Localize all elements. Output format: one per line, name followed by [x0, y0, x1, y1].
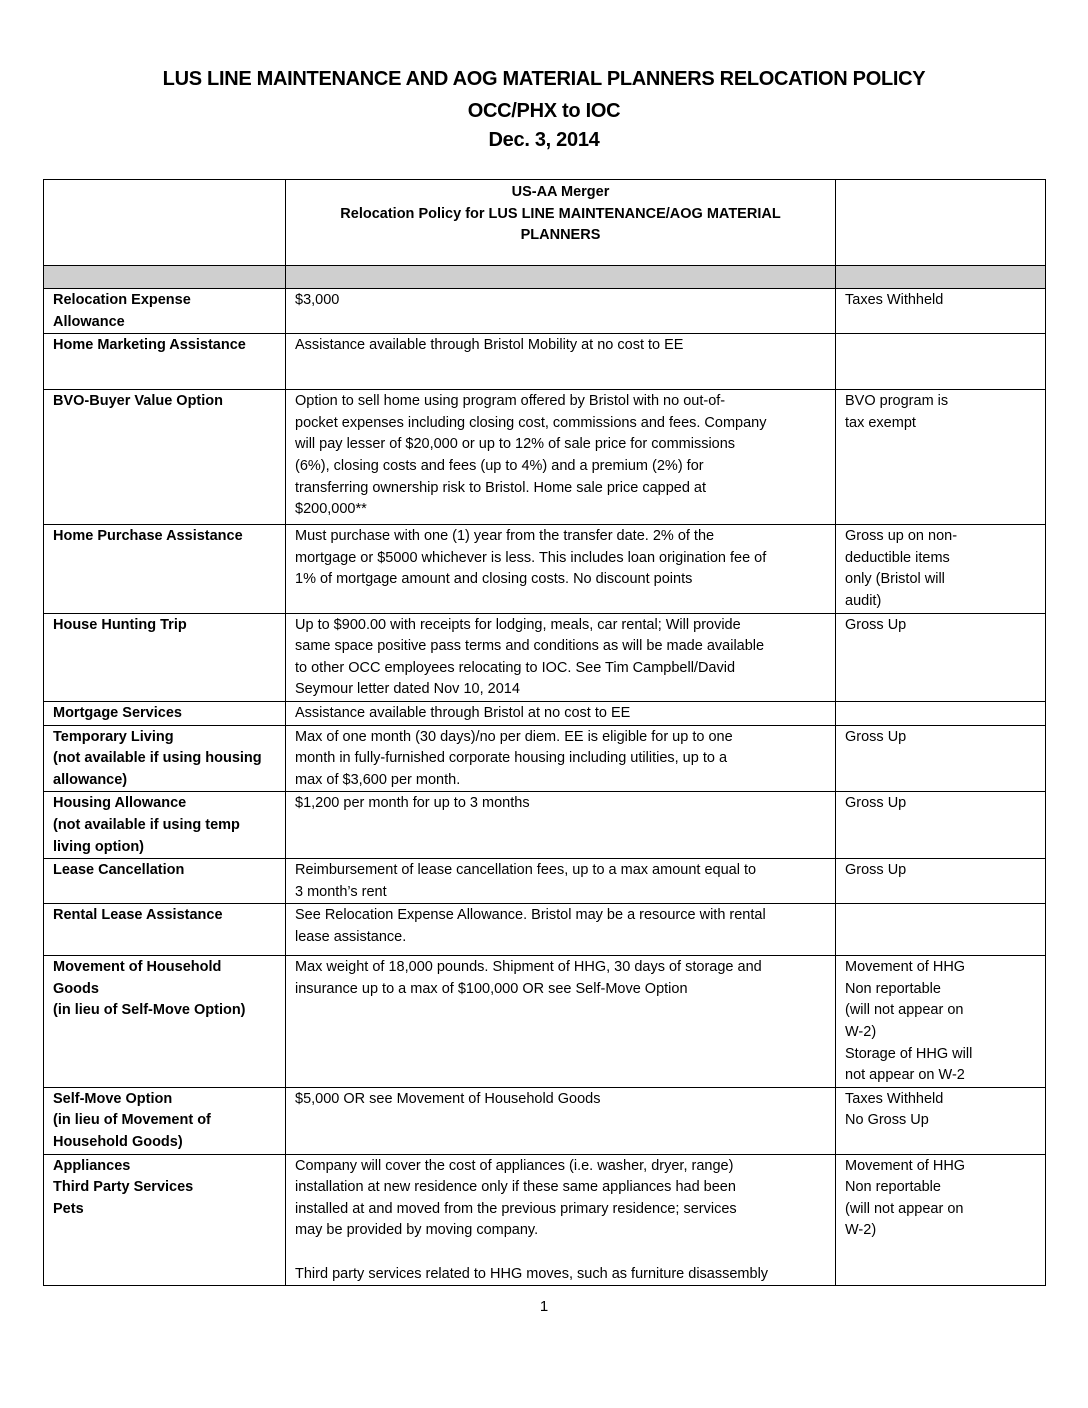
- benefit-detail-line: installation at new residence only if these same appliances had been: [295, 1179, 736, 1196]
- tax-treatment-cell: [836, 904, 1046, 956]
- tax-treatment-line: Gross Up: [845, 728, 907, 745]
- benefit-detail-line: (6%), closing costs and fees (up to 4%) and a premium (2%) for: [295, 457, 704, 474]
- tax-treatment-cell: [836, 1087, 1046, 1154]
- tax-treatment-line: Taxes Withheld: [845, 292, 944, 308]
- tax-treatment-line: No Gross Up: [845, 1112, 929, 1129]
- benefit-detail-line: Max of one month (30 days)/no per diem. EE is eligible for up to one: [295, 728, 733, 745]
- benefit-detail-line: Assistance available through Bristol Mobility at no cost to EE: [295, 337, 684, 354]
- benefit-detail-line: $200,000**: [295, 501, 367, 518]
- tax-treatment-line: Non reportable: [845, 1179, 941, 1196]
- benefit-detail-line: Third party services related to HHG moves, such as furniture disassembly: [295, 1265, 769, 1282]
- tax-treatment-line: Movement of HHG: [845, 1157, 966, 1174]
- tax-treatment-cell: [836, 525, 1046, 613]
- benefit-label-line: Household Goods): [53, 1134, 183, 1151]
- benefit-label-line: Third Party Services: [53, 1179, 194, 1196]
- benefit-detail-line: Must purchase with one (1) year from the transfer date. 2% of the: [295, 528, 715, 545]
- table-row: [44, 334, 1046, 390]
- tax-treatment-line: Gross Up: [845, 862, 907, 879]
- benefit-detail-cell: [286, 1154, 836, 1286]
- document-date: Dec. 3, 2014: [488, 129, 600, 151]
- tax-treatment-line: BVO program is: [845, 393, 949, 410]
- benefit-detail-cell: [286, 859, 836, 904]
- tax-treatment-line: Taxes Withheld: [845, 1090, 944, 1107]
- benefit-detail-line: Max weight of 18,000 pounds. Shipment of HHG, 30 days of storage and: [295, 959, 762, 976]
- tax-treatment-line: (will not appear on: [845, 1200, 964, 1217]
- benefit-label-line: BVO-Buyer Value Option: [53, 393, 223, 410]
- benefit-detail-cell: [286, 725, 836, 792]
- table-row: [44, 904, 1046, 956]
- header-line: PLANNERS: [520, 227, 601, 244]
- benefit-detail-line: transferring ownership risk to Bristol. Home sale price capped at: [295, 479, 707, 496]
- benefit-detail-line: same space positive pass terms and conditions as will be made available: [295, 638, 765, 655]
- tax-treatment-line: Gross Up: [845, 795, 907, 812]
- shaded-cell: [44, 266, 286, 289]
- benefit-label-line: living option): [53, 838, 145, 855]
- header-cell-title: [286, 180, 836, 266]
- benefit-detail-cell: [286, 613, 836, 701]
- document-subtitle-route: OCC/PHX to IOC: [467, 100, 621, 122]
- benefit-detail-line: $5,000 OR see Movement of Household Goods: [295, 1090, 601, 1107]
- table-row: [44, 792, 1046, 859]
- benefit-detail-cell: [286, 956, 836, 1088]
- benefit-detail-line: Assistance available through Bristol at no cost to EE: [295, 704, 631, 721]
- benefit-detail-cell: [286, 792, 836, 859]
- tax-treatment-line: audit): [845, 592, 882, 609]
- benefit-label-line: Self-Move Option: [53, 1090, 173, 1107]
- benefit-label-cell: [44, 1087, 286, 1154]
- benefit-detail-line: lease assistance.: [295, 928, 407, 945]
- tax-treatment-line: (will not appear on: [845, 1002, 964, 1019]
- benefit-label-cell: [44, 792, 286, 859]
- benefit-label-line: Temporary Living: [53, 728, 174, 745]
- benefit-detail-line: Company will cover the cost of appliances (i.e. washer, dryer, range): [295, 1157, 734, 1174]
- table-row: [44, 956, 1046, 1088]
- benefit-label-line: (in lieu of Movement of: [53, 1112, 211, 1129]
- blank-line: [295, 1242, 826, 1264]
- tax-treatment-line: Storage of HHG will: [845, 1045, 973, 1062]
- tax-treatment-cell: [836, 613, 1046, 701]
- benefit-label-line: Lease Cancellation: [53, 862, 185, 879]
- tax-treatment-line: not appear on W-2: [845, 1067, 965, 1084]
- benefit-detail-cell: [286, 390, 836, 525]
- benefit-label-line: Relocation Expense: [53, 292, 191, 308]
- tax-treatment-cell: [836, 859, 1046, 904]
- benefit-label-line: Goods: [53, 980, 99, 997]
- shaded-separator-row: [44, 266, 1046, 289]
- benefit-detail-line: month in fully-furnished corporate housing including utilities, up to a: [295, 750, 728, 767]
- header-cell-empty-left: [44, 180, 286, 266]
- document-title: LUS LINE MAINTENANCE AND AOG MATERIAL PLANNERS RELOCATION POLICY: [162, 68, 926, 90]
- benefit-label-cell: [44, 1154, 286, 1286]
- benefit-label-line: Allowance: [53, 313, 125, 330]
- benefit-detail-line: Up to $900.00 with receipts for lodging, meals, car rental; Will provide: [295, 616, 741, 633]
- tax-treatment-line: Movement of HHG: [845, 959, 966, 976]
- table-header-row: [44, 180, 1046, 266]
- benefit-label-cell: [44, 956, 286, 1088]
- benefit-label-cell: [44, 334, 286, 390]
- benefit-detail-line: $1,200 per month for up to 3 months: [295, 795, 530, 812]
- benefit-label-line: Home Purchase Assistance: [53, 528, 243, 545]
- benefit-label-line: Mortgage Services: [53, 704, 182, 721]
- benefit-detail-line: installed at and moved from the previous primary residence; services: [295, 1200, 737, 1217]
- table-row: [44, 1087, 1046, 1154]
- table-row: [44, 525, 1046, 613]
- benefit-label-line: Housing Allowance: [53, 795, 187, 812]
- benefit-label-line: Home Marketing Assistance: [53, 337, 246, 354]
- benefit-label-line: House Hunting Trip: [53, 616, 187, 633]
- benefit-detail-line: Option to sell home using program offered by Bristol with no out-of-: [295, 393, 726, 410]
- tax-treatment-line: only (Bristol will: [845, 571, 945, 588]
- table-row: [44, 390, 1046, 525]
- tax-treatment-line: Non reportable: [845, 980, 941, 997]
- benefit-label-cell: [44, 725, 286, 792]
- tax-treatment-line: tax exempt: [845, 414, 916, 431]
- benefit-label-cell: [44, 525, 286, 613]
- benefit-label-cell: [44, 613, 286, 701]
- page-number: 1: [539, 1298, 549, 1315]
- benefit-label-line: Movement of Household: [53, 959, 222, 976]
- table-row: [44, 289, 1046, 334]
- tax-treatment-line: Gross up on non-: [845, 528, 958, 545]
- benefit-detail-cell: [286, 701, 836, 725]
- benefit-label-cell: [44, 289, 286, 334]
- benefit-detail-line: will pay lesser of $20,000 or up to 12% of sale price for commissions: [295, 436, 736, 453]
- benefit-detail-line: may be provided by moving company.: [295, 1222, 539, 1239]
- table-row: [44, 613, 1046, 701]
- benefit-detail-line: See Relocation Expense Allowance. Bristol may be a resource with rental: [295, 907, 766, 924]
- benefit-label-line: Pets: [53, 1200, 84, 1217]
- tax-treatment-line: W-2): [845, 1222, 877, 1239]
- benefit-detail-cell: [286, 334, 836, 390]
- benefit-detail-cell: [286, 289, 836, 334]
- tax-treatment-line: deductible items: [845, 549, 950, 566]
- tax-treatment-cell: [836, 289, 1046, 334]
- tax-treatment-cell: [836, 1154, 1046, 1286]
- benefit-label-line: Rental Lease Assistance: [53, 907, 223, 924]
- benefit-detail-cell: [286, 904, 836, 956]
- relocation-policy-table: [43, 179, 1046, 1286]
- benefit-label-line: (not available if using temp: [53, 816, 240, 833]
- shaded-cell: [286, 266, 836, 289]
- benefit-detail-line: max of $3,600 per month.: [295, 771, 461, 788]
- table-row: [44, 859, 1046, 904]
- benefit-detail-line: pocket expenses including closing cost, commissions and fees. Company: [295, 414, 767, 431]
- header-line: Relocation Policy for LUS LINE MAINTENANCE/AOG MATERIAL: [340, 205, 781, 222]
- benefit-detail-line: 1% of mortgage amount and closing costs. No discount points: [295, 571, 693, 588]
- tax-treatment-line: Gross Up: [845, 616, 907, 633]
- benefit-label-cell: [44, 904, 286, 956]
- table-row: [44, 725, 1046, 792]
- tax-treatment-cell: [836, 334, 1046, 390]
- benefit-detail-line: Reimbursement of lease cancellation fees, up to a max amount equal to: [295, 862, 757, 879]
- benefit-label-line: Appliances: [53, 1157, 131, 1174]
- benefit-detail-cell: [286, 1087, 836, 1154]
- header-line: US-AA Merger: [511, 184, 610, 200]
- table-row: [44, 701, 1046, 725]
- shaded-cell: [836, 266, 1046, 289]
- benefit-detail-line: mortgage or $5000 whichever is less. This includes loan origination fee of: [295, 549, 767, 566]
- header-cell-empty-right: [836, 180, 1046, 266]
- tax-treatment-cell: [836, 956, 1046, 1088]
- benefit-detail-line: insurance up to a max of $100,000 OR see Self-Move Option: [295, 980, 688, 997]
- benefit-detail-line: Seymour letter dated Nov 10, 2014: [295, 681, 520, 698]
- benefit-detail-line: to other OCC employees relocating to IOC. See Tim Campbell/David: [295, 659, 736, 676]
- table-row: [44, 1154, 1046, 1286]
- tax-treatment-cell: [836, 792, 1046, 859]
- benefit-label-cell: [44, 701, 286, 725]
- tax-treatment-cell: [836, 701, 1046, 725]
- benefit-detail-line: 3 month’s rent: [295, 883, 387, 900]
- tax-treatment-cell: [836, 725, 1046, 792]
- benefit-label-line: (not available if using housing: [53, 750, 262, 767]
- benefit-detail-cell: [286, 525, 836, 613]
- benefit-label-cell: [44, 390, 286, 525]
- tax-treatment-line: W-2): [845, 1024, 877, 1041]
- benefit-detail-line: $3,000: [295, 292, 340, 308]
- tax-treatment-cell: [836, 390, 1046, 525]
- benefit-label-line: (in lieu of Self-Move Option): [53, 1002, 246, 1019]
- benefit-label-cell: [44, 859, 286, 904]
- benefit-label-line: allowance): [53, 771, 128, 788]
